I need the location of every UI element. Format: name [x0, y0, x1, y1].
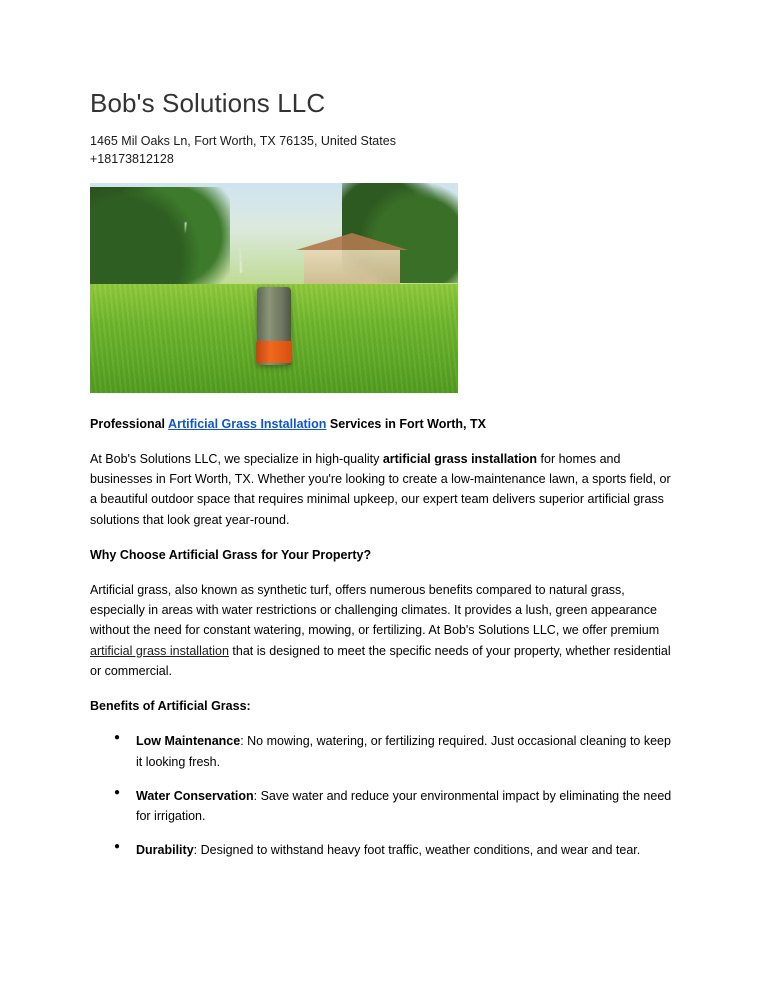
benefit-description: : Designed to withstand heavy foot traffic, weather conditions, and wear and tear. [193, 843, 641, 858]
list-item [136, 786, 678, 827]
list-item [136, 731, 678, 772]
benefits-heading-colon: : [246, 699, 251, 714]
heading-suffix: Services in Fort Worth, TX [326, 416, 486, 431]
artificial-grass-installation-inline-link[interactable]: artificial grass installation [90, 643, 229, 658]
section-heading-services [90, 415, 678, 433]
why-choose-paragraph [90, 580, 678, 681]
business-address: 1465 Mil Oaks Ln, Fort Worth, TX 76135, United States [90, 134, 396, 149]
list-item [136, 840, 678, 860]
benefits-list [90, 731, 678, 860]
benefit-description: : Save water and reduce your environmental impact by eliminating the need for irrigation. [136, 788, 672, 824]
hero-image [90, 183, 458, 393]
section-heading-benefits [90, 697, 678, 715]
why-text-1: Artificial grass, also known as synthetic turf, offers numerous benefits compared to natural grass, especially in areas with water restrictions or challenging climates. It provides a lush, green appearance without the need for constant watering, mowing, or fertilizing. At Bob's Solutions LLC, we offer premium [90, 582, 660, 638]
sprinkler-collar [256, 341, 292, 363]
section-heading-why-choose: Why Choose Artificial Grass for Your Property? [90, 547, 372, 562]
intro-paragraph [90, 449, 678, 530]
intro-text-2: for homes and businesses in Fort Worth, TX. Whether you're looking to create a low-maintenance lawn, a sports field, or a beautiful outdoor space that requires minimal upkeep, our expert team delivers superior artificial grass solutions that look great year-round. [90, 451, 671, 527]
intro-text-1: At Bob's Solutions LLC, we specialize in high-quality [90, 451, 383, 466]
heading-prefix: Professional [90, 416, 169, 431]
benefit-term: Durability [136, 843, 194, 858]
why-text-2: that is designed to meet the specific needs of your property, whether residential or commercial. [90, 643, 671, 678]
business-phone: +18173812128 [90, 151, 174, 166]
benefit-term: Low Maintenance [136, 734, 241, 749]
benefit-term: Water Conservation [136, 788, 254, 803]
water-spray-secondary [240, 207, 390, 273]
page-title: Bob's Solutions LLC [90, 88, 326, 118]
intro-bold-phrase: artificial grass installation [382, 451, 538, 466]
benefit-description: : No mowing, watering, or fertilizing required. Just occasional cleaning to keep it looking fresh. [136, 734, 671, 769]
benefits-heading-label: Benefits of Artificial Grass [90, 699, 247, 714]
artificial-grass-installation-link[interactable]: Artificial Grass Installation [168, 416, 327, 431]
